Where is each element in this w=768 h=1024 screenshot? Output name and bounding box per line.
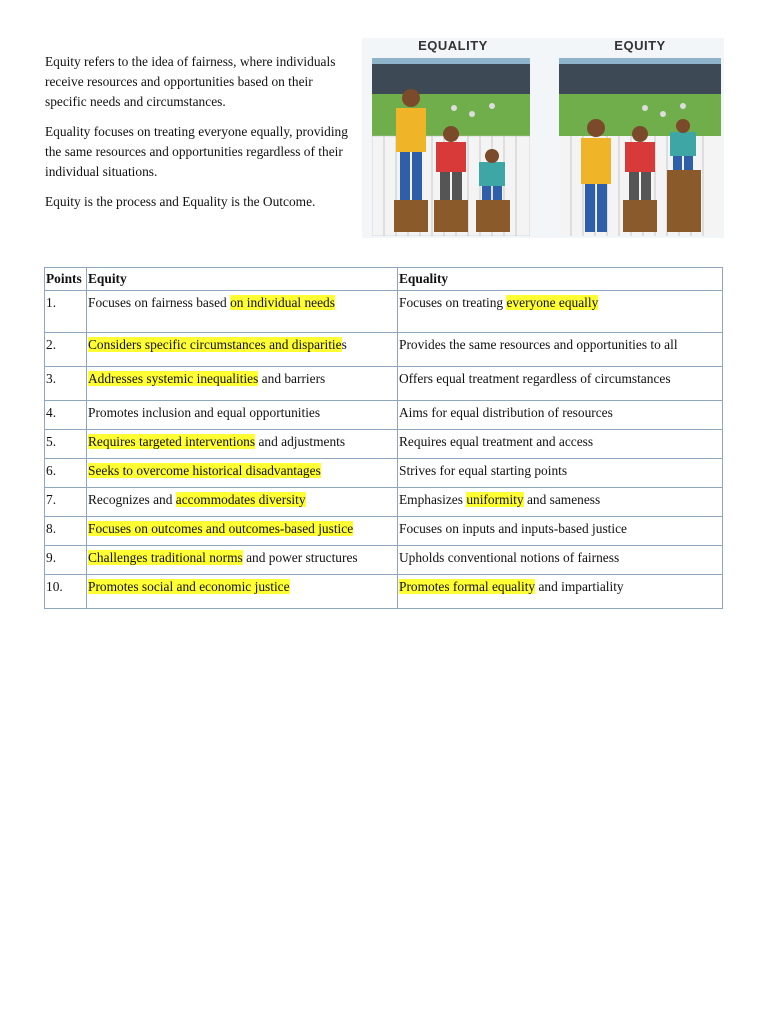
equality-cell: [398, 291, 723, 333]
table-row: [45, 291, 723, 333]
cell-text: Focuses on inputs and inputs-based justice: [399, 521, 627, 536]
equality-scene-image: [372, 58, 530, 236]
equality-cell: [398, 367, 723, 401]
point-number: 6.: [45, 459, 87, 488]
cell-text: Emphasizes: [399, 492, 467, 507]
equity-panel-title: EQUITY: [614, 38, 666, 53]
equity-cell: [87, 575, 398, 609]
equity-cell: [87, 291, 398, 333]
highlighted-text: Requires targeted interventions: [88, 434, 256, 449]
table-body: [45, 291, 723, 609]
point-number: 7.: [45, 488, 87, 517]
equity-cell: [87, 546, 398, 575]
equality-panel-title: EQUALITY: [418, 38, 488, 53]
equality-cell: [398, 333, 723, 367]
cell-text: Aims for equal distribution of resources: [399, 405, 613, 420]
equity-cell: [87, 459, 398, 488]
highlighted-text: Promotes social and economic justice: [88, 579, 290, 594]
equity-cell: [87, 430, 398, 459]
equity-cell: [87, 401, 398, 430]
equality-panel: [372, 38, 534, 238]
equity-cell: [87, 517, 398, 546]
equality-cell: [398, 488, 723, 517]
cell-text: s: [341, 337, 347, 352]
cell-text: Recognizes and: [88, 492, 176, 507]
cell-text: and sameness: [523, 492, 601, 507]
cell-text: Strives for equal starting points: [399, 463, 568, 478]
point-number: 3.: [45, 367, 87, 401]
table-row: [45, 459, 723, 488]
point-number: 4.: [45, 401, 87, 430]
table-row: [45, 401, 723, 430]
equality-cell: [398, 459, 723, 488]
equality-cell: [398, 517, 723, 546]
equity-panel: [559, 38, 721, 238]
table-row: [45, 575, 723, 609]
cell-text: and power structures: [242, 550, 358, 565]
equality-cell: [398, 546, 723, 575]
header-equity: Equity: [87, 268, 398, 291]
table-header-row: [45, 268, 723, 291]
point-number: 1.: [45, 291, 87, 333]
equity-cell: [87, 488, 398, 517]
header-points: Points: [45, 268, 87, 291]
cell-text: Focuses on fairness based: [88, 295, 231, 310]
cell-text: Upholds conventional notions of fairness: [399, 550, 620, 565]
table-row: [45, 517, 723, 546]
equity-cell: [87, 333, 398, 367]
cell-text: and impartiality: [535, 579, 624, 594]
cell-text: and barriers: [258, 371, 326, 386]
intro-paragraph-equity: Equity refers to the idea of fairness, where individuals receive resources and opportunities based on their specific needs and circumstances.: [45, 54, 336, 109]
highlighted-text: Challenges traditional norms: [88, 550, 243, 565]
table-row: [45, 367, 723, 401]
intro-paragraph-equality: Equality focuses on treating everyone equally, providing the same resources and opportunities regardless of their individual situations.: [45, 124, 348, 179]
table-row: [45, 333, 723, 367]
equality-cell: [398, 430, 723, 459]
cell-text: Requires equal treatment and access: [399, 434, 594, 449]
highlighted-text: Addresses systemic inequalities: [88, 371, 259, 386]
cell-text: Focuses on treating: [399, 295, 507, 310]
table-row: [45, 430, 723, 459]
highlighted-text: on individual needs: [230, 295, 335, 310]
highlighted-text: Focuses on outcomes and outcomes-based justice: [88, 521, 354, 536]
table-row: [45, 546, 723, 575]
comparison-table: [44, 267, 723, 609]
point-number: 10.: [45, 575, 87, 609]
highlighted-text: everyone equally: [506, 295, 599, 310]
cell-text: Promotes inclusion and equal opportunities: [88, 405, 321, 420]
intro-paragraph-summary: Equity is the process and Equality is the Outcome.: [45, 194, 316, 209]
cell-text: Provides the same resources and opportunities to all: [399, 337, 678, 352]
point-number: 2.: [45, 333, 87, 367]
highlighted-text: uniformity: [466, 492, 524, 507]
point-number: 9.: [45, 546, 87, 575]
cell-text: Offers equal treatment regardless of circumstances: [399, 371, 671, 386]
point-number: 5.: [45, 430, 87, 459]
equality-equity-illustration: [362, 38, 724, 238]
equity-cell: [87, 367, 398, 401]
intro-text: [45, 52, 357, 222]
table-row: [45, 488, 723, 517]
header-equality: Equality: [398, 268, 723, 291]
highlighted-text: Considers specific circumstances and disparitie: [88, 337, 342, 352]
highlighted-text: accommodates diversity: [175, 492, 306, 507]
equity-scene-image: [559, 58, 721, 236]
equality-cell: [398, 401, 723, 430]
highlighted-text: Promotes formal equality: [399, 579, 536, 594]
highlighted-text: Seeks to overcome historical disadvantages: [88, 463, 321, 478]
cell-text: and adjustments: [255, 434, 346, 449]
equality-cell: [398, 575, 723, 609]
point-number: 8.: [45, 517, 87, 546]
